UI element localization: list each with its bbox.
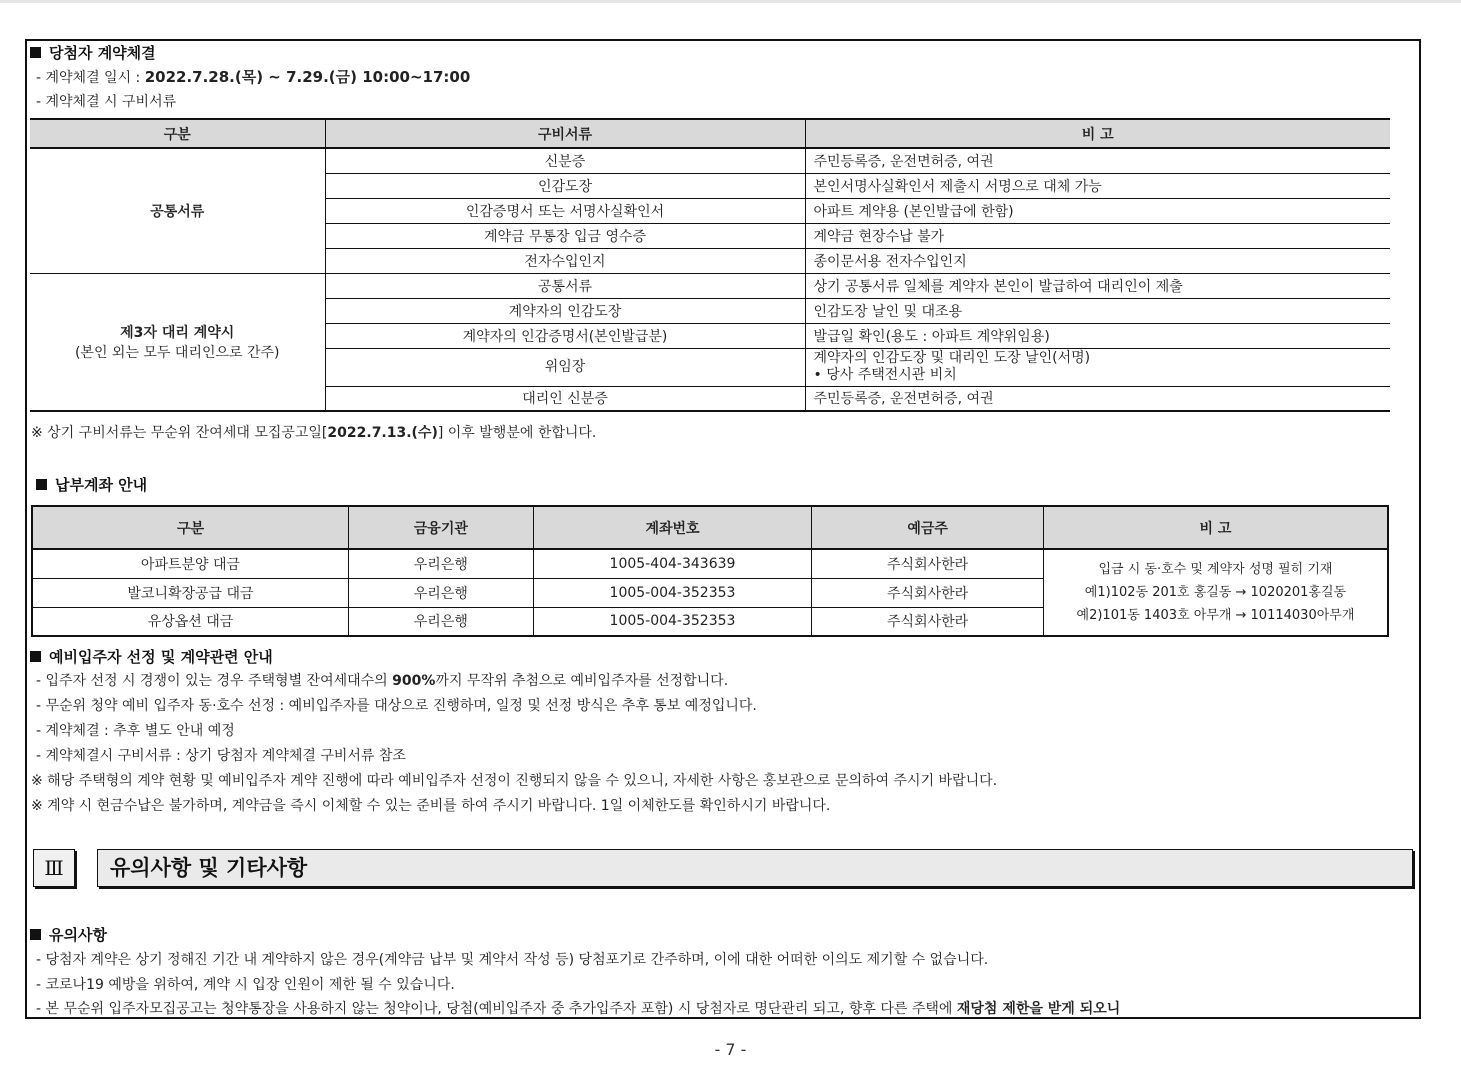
payment-type-cell: 아파트분양 대금: [32, 549, 348, 578]
doc-cell: 인감도장: [325, 173, 805, 198]
column-header: 비 고: [1043, 506, 1388, 549]
page-number: - 7 -: [714, 1040, 747, 1059]
table-header-row: [30, 119, 1390, 148]
bullet-square-icon: [30, 47, 41, 58]
note-line: 계약자의 인감도장 및 대리인 도장 날인(서명): [813, 350, 1091, 366]
account-number-cell: 1005-404-343639: [533, 549, 812, 578]
reserve-line: - 입주자 선정 시 경쟁이 있는 경우 주택형별 잔여세대수의 900%까지 무작위 추첨으로 예비입주자를 선정합니다.: [36, 673, 729, 689]
column-header: 계좌번호: [533, 506, 812, 549]
doc-cell: 계약금 무통장 입금 영수증: [325, 223, 805, 248]
bank-cell: 우리은행: [348, 549, 533, 578]
payment-type-cell: 발코니확장공급 대금: [32, 578, 348, 607]
account-number-cell: 1005-004-352353: [533, 578, 812, 607]
reserve-notice: ※ 계약 시 현금수납은 불가하며, 계약금을 즉시 이체할 수 있는 준비를 하여 주시기 바랍니다. 1일 이체한도를 확인하시기 바랍니다.: [31, 798, 831, 814]
holder-cell: 주식회사한라: [812, 578, 1044, 607]
note-line: 예1)102동 201호 홍길동 → 1020201홍길동: [1084, 585, 1347, 600]
doc-cell: 공통서류: [325, 273, 805, 298]
holder-cell: 주식회사한라: [812, 549, 1044, 578]
note-cell: 계약금 현장수납 불가: [805, 223, 1390, 248]
note-cell: 상기 공통서류 일체를 계약자 본인이 발급하여 대리인이 제출: [805, 273, 1390, 298]
account-table: [31, 505, 1389, 637]
note-cell: 주민등록증, 운전면허증, 여권: [805, 148, 1390, 173]
doc-cell: 계약자의 인감도장: [325, 298, 805, 323]
doc-cell: 인감증명서 또는 서명사실확인서: [325, 198, 805, 223]
note-cell: 주민등록증, 운전면허증, 여권: [805, 386, 1390, 411]
section-title: 유의사항 및 기타사항: [97, 849, 1413, 887]
group-common-docs: 공통서류: [30, 148, 325, 273]
reserve-heading: 예비입주자 선정 및 계약관련 안내: [30, 646, 273, 667]
contract-docs-table: [30, 118, 1390, 412]
account-heading: 납부계좌 안내: [36, 474, 147, 495]
holder-cell: 주식회사한라: [812, 607, 1044, 636]
doc-cell: 신분증: [325, 148, 805, 173]
proxy-group-title: 제3자 대리 계약시: [120, 324, 235, 341]
contract-date-line: - 계약체결 일시 : 2022.7.28.(목) ~ 7.29.(금) 10:00~17:00: [36, 68, 471, 86]
bullet-square-icon: [36, 479, 47, 490]
cautions-heading: 유의사항: [30, 924, 107, 945]
column-header: 구분: [32, 506, 348, 549]
top-border: [0, 0, 1461, 3]
bank-cell: 우리은행: [348, 578, 533, 607]
proxy-group-subtitle: (본인 외는 모두 대리인으로 간주): [74, 344, 280, 361]
reserve-line: - 계약체결시 구비서류 : 상기 당첨자 계약체결 구비서류 참조: [36, 748, 406, 764]
note-cell: [805, 348, 1390, 386]
doc-cell: 대리인 신분증: [325, 386, 805, 411]
column-header: 구비서류: [325, 119, 805, 148]
note-cell: 인감도장 날인 및 대조용: [805, 298, 1390, 323]
bank-cell: 우리은행: [348, 607, 533, 636]
note-cell: 종이문서용 전자수입인지: [805, 248, 1390, 273]
account-number-cell: 1005-004-352353: [533, 607, 812, 636]
column-header: 구분: [30, 119, 325, 148]
caution-line: - 당첨자 계약은 상기 정해진 기간 내 계약하지 않은 경우(계약금 납부 및 계약서 작성 등) 당첨포기로 간주하며, 이에 대한 어떠한 이의도 제기할 수 없습니다.: [36, 952, 989, 968]
caution-line: - 코로나19 예방을 위하여, 계약 시 입장 인원이 제한 될 수 있습니다.: [36, 977, 455, 993]
table-row: [30, 273, 1390, 298]
table-row: [30, 148, 1390, 173]
column-header: 금융기관: [348, 506, 533, 549]
reserve-line: - 무순위 청약 예비 입주자 동·호수 선정 : 예비입주자를 대상으로 진행하며, 일정 및 선정 방식은 추후 통보 예정입니다.: [36, 698, 757, 714]
column-header: 비 고: [805, 119, 1390, 148]
bullet-square-icon: [30, 929, 41, 940]
payment-type-cell: 유상옵션 대금: [32, 607, 348, 636]
caution-line: - 본 무순위 입주자모집공고는 청약통장을 사용하지 않는 청약이나, 당첨(예비입주자 중 추가입주자 포함) 시 당첨자로 명단관리 되고, 향후 다른 주택에 재당첨 제한을 받게 되오니: [36, 1001, 1121, 1017]
section-number: Ⅲ: [33, 849, 75, 887]
note-cell: 아파트 계약용 (본인발급에 한함): [805, 198, 1390, 223]
reserve-notice: ※ 해당 주택형의 계약 현황 및 예비입주자 계약 진행에 따라 예비입주자 선정이 진행되지 않을 수 있으니, 자세한 사항은 홍보관으로 문의하여 주시기 바랍니다.: [31, 773, 998, 789]
note-line: 입금 시 동·호수 및 계약자 성명 필히 기재: [1098, 562, 1333, 577]
docs-footnote: ※ 상기 구비서류는 무순위 잔여세대 모집공고일[2022.7.13.(수)] 이후 발행분에 한합니다.: [31, 425, 597, 441]
table-header-row: [32, 506, 1388, 549]
table-row: [32, 549, 1388, 578]
doc-cell: 전자수입인지: [325, 248, 805, 273]
doc-cell: 위임장: [325, 348, 805, 386]
account-note-cell: [1043, 549, 1388, 636]
note-cell: 발급일 확인(용도 : 아파트 계약위임용): [805, 323, 1390, 348]
note-cell: 본인서명사실확인서 제출시 서명으로 대체 가능: [805, 173, 1390, 198]
group-proxy-contract: [30, 273, 325, 411]
doc-cell: 계약자의 인감증명서(본인발급분): [325, 323, 805, 348]
reserve-line: - 계약체결 : 추후 별도 안내 예정: [36, 723, 235, 739]
bullet-square-icon: [30, 651, 41, 662]
note-line: • 당사 주택전시관 비치: [813, 367, 957, 383]
contract-heading: 당첨자 계약체결: [30, 42, 156, 63]
contract-docs-line: - 계약체결 시 구비서류: [36, 94, 177, 110]
note-line: 예2)101동 1403호 아무개 → 10114030아무개: [1076, 608, 1355, 623]
column-header: 예금주: [812, 506, 1044, 549]
